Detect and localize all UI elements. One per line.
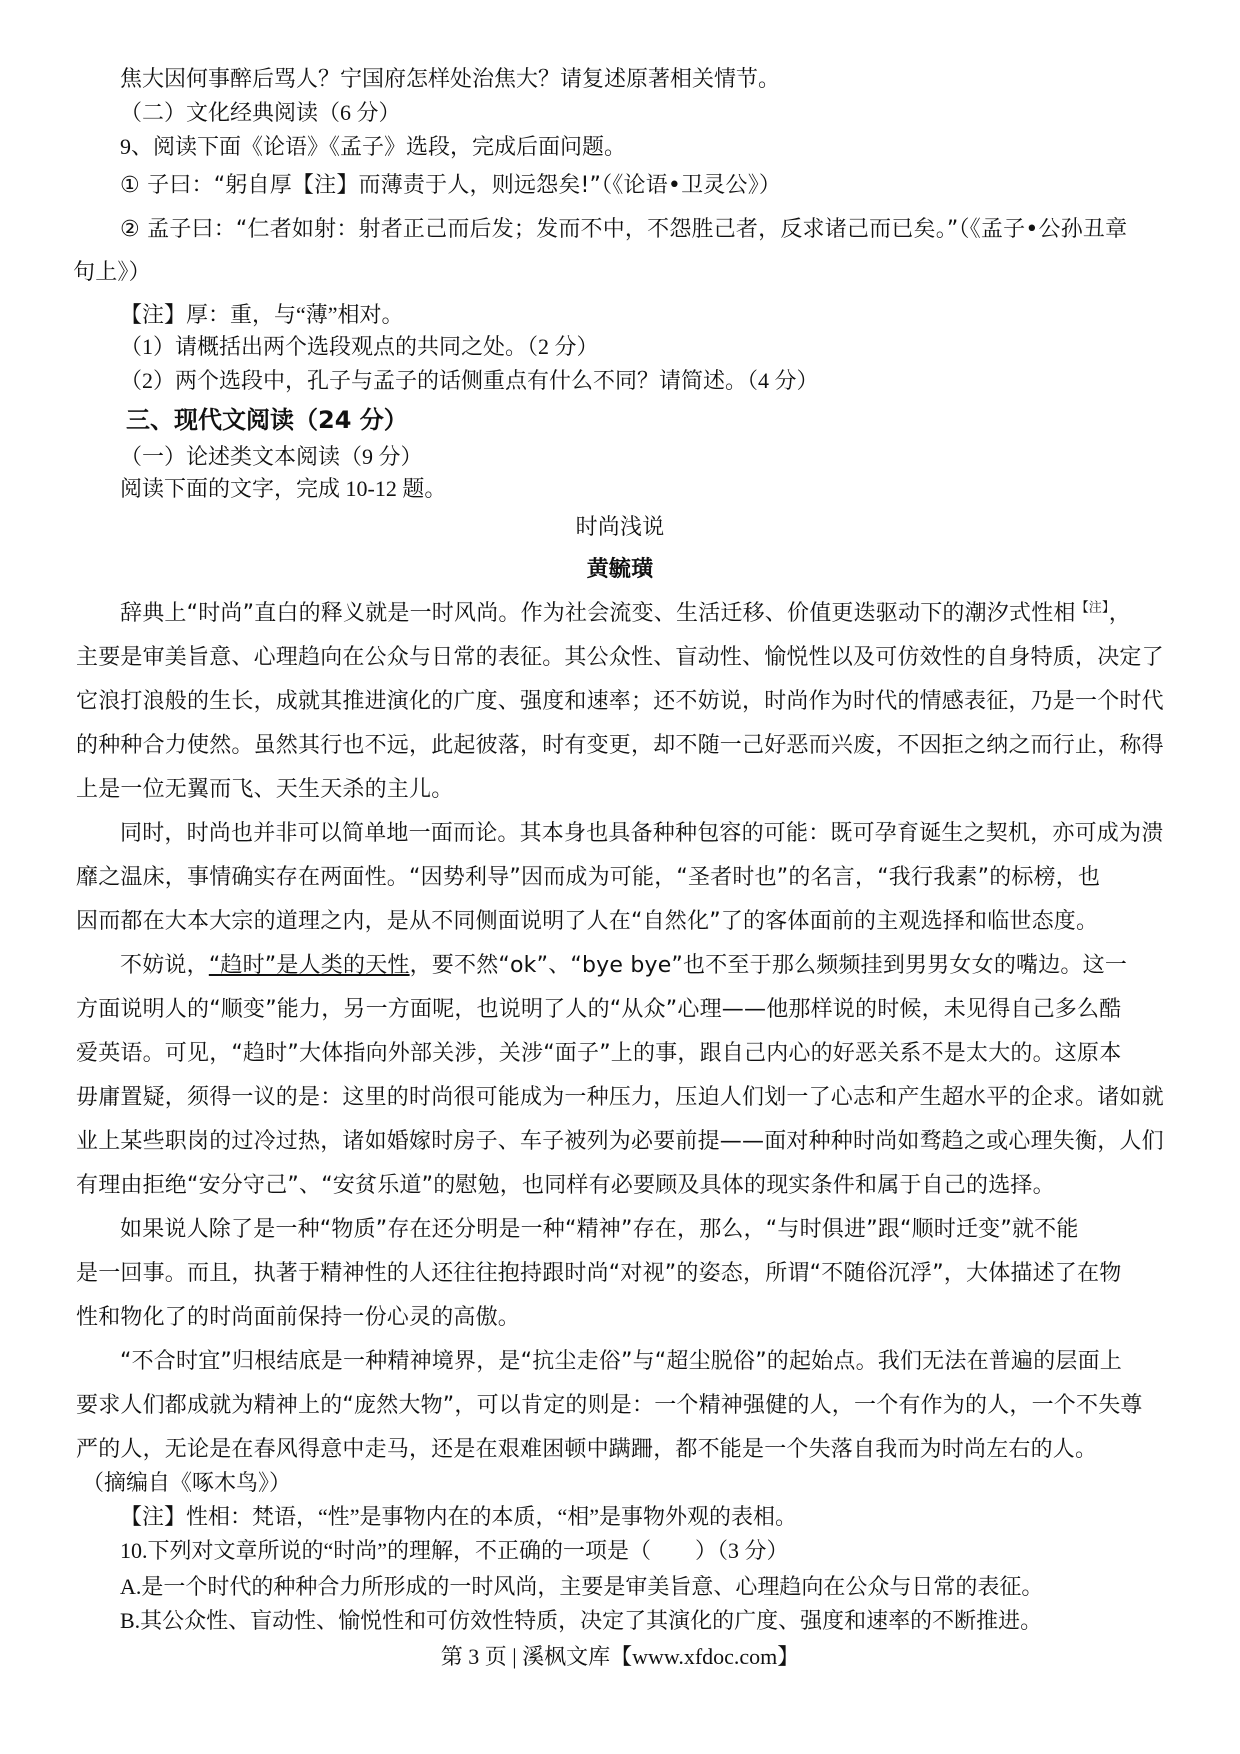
paragraph-2-line: 因而都在大本大宗的道理之内，是从不同侧面说明了人在“自然化”了的客体面前的主观选择和临世态度。 [76, 909, 1099, 934]
paragraph-3-line: 毋庸置疑，须得一议的是：这里的时尚很可能成为一种压力，压迫人们划一了心志和产生超水平的企求。诸如就 [76, 1085, 1164, 1110]
excerpt-mengzi-continued: 句上》） [73, 260, 151, 285]
paragraph-1-line: 上是一位无翼而飞、天生天杀的主儿。 [76, 777, 454, 802]
page-footer: 第 3 页 | 溪枫文库【www.xfdoc.com】 [440, 1644, 800, 1669]
paragraph-1-line: 的种种合力使然。虽然其行也不远，此起彼落，时有变更，却不随一己好恶而兴废，不因拒之纳之而行止，称得 [76, 733, 1164, 758]
paragraph-5-line: 严的人，无论是在春风得意中走马，还是在艰难困顿中蹒跚，都不能是一个失落自我而为时尚左右的人。 [76, 1437, 1098, 1462]
reading-instruction: 阅读下面的文字，完成 10-12 题。 [120, 476, 447, 501]
paragraph-1-line: 主要是审美旨意、心理趋向在公众与日常的表征。其公众性、盲动性、愉悦性以及可仿效性的自身特质，决定了 [76, 645, 1164, 670]
option-b: B.其公众性、盲动性、愉悦性和可仿效性特质，决定了其演化的广度、强度和速率的不断推进。 [120, 1608, 1043, 1633]
section-subheading-argumentative: （一）论述类文本阅读（9 分） [120, 444, 423, 469]
excerpt-mengzi: ② 孟子曰：“仁者如射：射者正己而后发；发而不中，不怨胜己者，反求诸己而已矣。”（《孟子•公孙丑章 [120, 217, 1128, 242]
paragraph-5-line: 要求人们都成就为精神上的“庞然大物”，可以肯定的则是：一个精神强健的人，一个有作为的人，一个不失尊 [76, 1393, 1143, 1418]
question-text-line: 焦大因何事醉后骂人？宁国府怎样处治焦大？请复述原著相关情节。 [120, 66, 781, 91]
paragraph-3-line: 不妨说，“趋时”是人类的天性，要不然“ok”、“bye bye”也不至于那么频频挂到男男女女的嘴边。这一 [120, 953, 1128, 978]
paragraph-5-line: “不合时宜”归根结底是一种精神境界，是“抗尘走俗”与“超尘脱俗”的起始点。我们无法在普遍的层面上 [120, 1349, 1122, 1374]
paragraph-1-line: 它浪打浪般的生长，成就其推进演化的广度、强度和速率；还不妨说，时尚作为时代的情感表征，乃是一个时代 [76, 689, 1164, 714]
section-subheading: （二）文化经典阅读（6 分） [120, 100, 401, 125]
question-9-prompt: 9、阅读下面《论语》《孟子》选段，完成后面问题。 [120, 134, 627, 159]
article-title: 时尚浅说 [575, 515, 665, 540]
paragraph-3-line: 方面说明人的“顺变”能力，另一方面呢，也说明了人的“从众”心理——他那样说的时候，未见得自己多么酷 [76, 997, 1122, 1022]
question-9-1: （1）请概括出两个选段观点的共同之处。（2 分） [120, 334, 599, 359]
note-marker: 【注】 [1075, 600, 1109, 616]
paragraph-4-line: 是一回事。而且，执著于精神性的人还往往抱持跟时尚“对视”的姿态，所谓“不随俗沉浮”，大体描述了在物 [76, 1261, 1122, 1286]
question-10-prompt: 10.下列对文章所说的“时尚”的理解，不正确的一项是（ ）（3 分） [120, 1538, 789, 1563]
article-annotation: 【注】性相：梵语，“性”是事物内在的本质，“相”是事物外观的表相。 [120, 1504, 798, 1529]
article-source: （摘编自《啄木鸟》） [82, 1470, 292, 1495]
paragraph-2-line: 同时，时尚也并非可以简单地一面而论。其本身也具备种种包容的可能：既可孕育诞生之契机，亦可成为溃 [120, 821, 1164, 846]
paragraph-4-line: 性和物化了的时尚面前保持一份心灵的高傲。 [76, 1305, 521, 1330]
option-a: A.是一个时代的种种合力所形成的一时风尚，主要是审美旨意、心理趋向在公众与日常的表征。 [120, 1574, 1044, 1599]
paragraph-2-line: 靡之温床，事情确实存在两面性。“因势利导”因而成为可能，“圣者时也”的名言，“我行我素”的标榜，也 [76, 865, 1101, 890]
excerpt-lunyu: ① 子曰：“躬自厚【注】而薄责于人，则远怨矣!”（《论语•卫灵公》） [120, 173, 782, 198]
paragraph-3-line: 爱英语。可见，“趋时”大体指向外部关涉，关涉“面子”上的事，跟自己内心的好恶关系不是太大的。这原本 [76, 1041, 1122, 1066]
question-9-2: （2）两个选段中，孔子与孟子的话侧重点有什么不同？请简述。（4 分） [120, 368, 819, 393]
paragraph-3-line: 业上某些职岗的过冷过热，诸如婚嫁时房子、车子被列为必要前提——面对种种时尚如骛趋之或心理失衡，人们 [76, 1129, 1164, 1154]
annotation-note: 【注】厚：重，与“薄”相对。 [120, 302, 404, 327]
underlined-phrase: “趋时”是人类的天性 [208, 953, 410, 978]
section-heading-modern-reading: 三、现代文阅读（24 分） [126, 406, 408, 434]
paragraph-1-line: 辞典上“时尚”直白的释义就是一时风尚。作为社会流变、生活迁移、价值更迭驱动下的潮汐式性相$^{【注】}$， [120, 600, 1131, 626]
paragraph-3-line: 有理由拒绝“安分守己”、“安贫乐道”的慰勉，也同样有必要顾及具体的现实条件和属于自己的选择。 [76, 1173, 1055, 1198]
paragraph-4-line: 如果说人除了是一种“物质”存在还分明是一种“精神”存在，那么，“与时俱进”跟“顺时迁变”就不能 [120, 1217, 1079, 1242]
article-author: 黄毓璜 [586, 557, 654, 582]
